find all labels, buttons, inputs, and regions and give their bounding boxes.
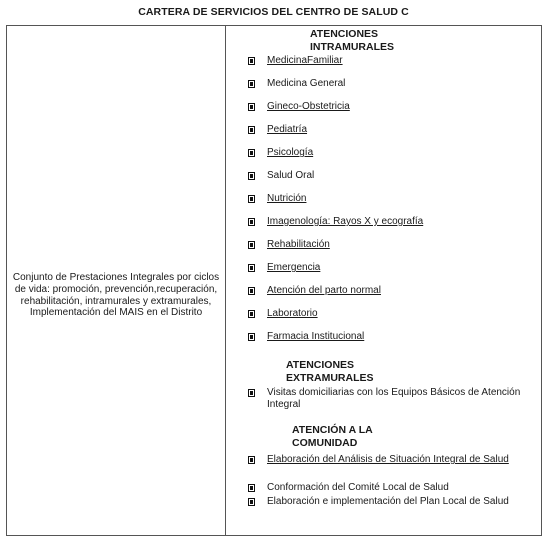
services-description: Conjunto de Prestaciones Integrales por ciclos de vida: promoción, prevención,recuperación, rehabilitación, intramurales y extramurales, Implementación del MAIS en el Distrito [12, 271, 220, 319]
bullet-icon [248, 456, 255, 464]
list-item-label: Imagenología: Rayos X y ecografía [267, 216, 424, 227]
list-item [248, 262, 320, 274]
bullet-icon [248, 287, 255, 295]
list-item-label: Salud Oral [267, 170, 315, 181]
bullet-icon [248, 103, 255, 111]
list-item-label: Rehabilitación [267, 239, 330, 250]
list-item-label: Medicina General [267, 78, 346, 89]
list-item [248, 124, 307, 136]
bullet-icon [248, 195, 255, 203]
list-item-label: Emergencia [267, 262, 321, 273]
list-item [248, 170, 314, 182]
list-item-label: Conformación del Comité Local de Salud [267, 482, 449, 493]
list-item [248, 331, 364, 343]
list-item-label: Atención del parto normal [267, 285, 381, 296]
list-item [248, 387, 537, 411]
list-item [248, 101, 350, 113]
list-item-label: Visitas domiciliarias con los Equipos Básicos de Atención Integral [267, 387, 521, 410]
list-item-label: Elaboración e implementación del Plan Local de Salud [267, 496, 509, 507]
bullet-icon [248, 484, 255, 492]
list-item-label: Nutrición [267, 193, 307, 204]
bullet-icon [248, 149, 255, 157]
list-item-label: Elaboración del Análisis de Situación Integral de Salud [267, 454, 509, 465]
bullet-icon [248, 57, 255, 65]
list-item [248, 193, 306, 205]
list-item [248, 454, 517, 466]
list-item [248, 496, 537, 508]
page-title: CARTERA DE SERVICIOS DEL CENTRO DE SALUD C [138, 6, 409, 18]
list-item-label: MedicinaFamiliar [267, 55, 343, 66]
list-item [248, 308, 318, 320]
list-item-label: Psicología [267, 147, 314, 158]
list-item [248, 285, 381, 297]
heading-extramurales-line1: ATENCIONES [286, 359, 355, 371]
right-cell [226, 26, 542, 535]
list-item [248, 239, 330, 251]
bullet-icon [248, 310, 255, 318]
list-item-label: Farmacia Institucional [267, 331, 365, 342]
list-item [248, 147, 313, 159]
list-item-label: Pediatría [267, 124, 308, 135]
services-table [6, 25, 542, 536]
list-item [248, 482, 449, 494]
bullet-icon [248, 218, 255, 226]
left-cell [7, 26, 225, 535]
heading-intramurales-line1: ATENCIONES [310, 28, 379, 40]
heading-comunidad-line2: COMUNIDAD [292, 437, 358, 449]
bullet-icon [248, 264, 255, 272]
bullet-icon [248, 498, 255, 506]
bullet-icon [248, 80, 255, 88]
list-item-label: Laboratorio [267, 308, 318, 319]
heading-intramurales-line2: INTRAMURALES [310, 41, 394, 53]
heading-comunidad-line1: ATENCIÓN A LA [292, 424, 373, 436]
bullet-icon [248, 241, 255, 249]
bullet-icon [248, 389, 255, 397]
bullet-icon [248, 172, 255, 180]
heading-extramurales-line2: EXTRAMURALES [286, 372, 374, 384]
list-item-label: Gineco-Obstetricia [267, 101, 350, 112]
bullet-icon [248, 126, 255, 134]
list-item [248, 55, 343, 67]
bullet-icon [248, 333, 255, 341]
list-item [248, 78, 345, 90]
list-item [248, 216, 423, 228]
